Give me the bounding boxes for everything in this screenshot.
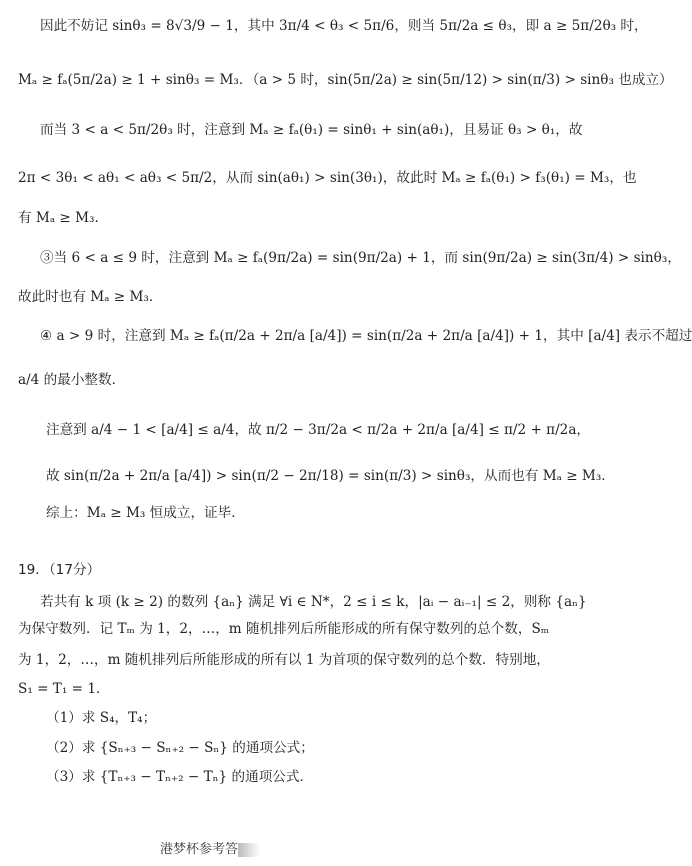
text-line-17: S₁ = T₁ = 1． (18, 681, 110, 697)
text-line-6: ③当 6 < a ≤ 9 时，注意到 Mₐ ≥ fₐ(9π/2a) = sin(9π/2a) + 1，而 sin(9π/2a) ≥ sin(3π/4) > sinθ₃， (40, 250, 681, 266)
sub-question-2: （2）求 {Sₙ₊₃ − Sₙ₊₂ − Sₙ} 的通项公式； (46, 740, 314, 756)
text-line-1: 因此不妨记 sinθ₃ = 8√3/9 − 1，其中 3π/4 < θ₃ < 5π/6，则当 5π/2a ≤ θ₃，即 a ≥ 5π/2θ₃ 时， (40, 18, 648, 34)
sub-question-1: （1）求 S₄，T₄； (46, 710, 157, 726)
footer-label (160, 838, 260, 857)
text-line-2: Mₐ ≥ fₐ(5π/2a) ≥ 1 + sinθ₃ = M₃．（a > 5 时，sin(5π/2a) ≥ sin(5π/12) > sin(π/3) > sinθ₃ 也成立） (18, 72, 673, 88)
text-line-16: 为 1，2，…，m 随机排列后所能形成的所有以 1 为首项的保守数列的总个数．特别地， (18, 652, 550, 668)
question-number: 19．（17分） (18, 562, 101, 578)
text-line-10: 注意到 a/4 − 1 < [a/4] ≤ a/4，故 π/2 − 3π/2a < π/2a + 2π/a [a/4] ≤ π/2 + π/2a， (46, 422, 591, 438)
text-line-12: 综上：Mₐ ≥ M₃ 恒成立，证毕． (46, 505, 245, 521)
text-line-7: 故此时也有 Mₐ ≥ M₃． (18, 289, 163, 305)
text-line-15: 为保守数列．记 Tₘ 为 1，2，…，m 随机排列后所能形成的所有保守数列的总个数，Sₘ (18, 621, 550, 637)
text-line-4: 2π < 3θ₁ < aθ₁ < aθ₃ < 5π/2，从而 sin(aθ₁) > sin(3θ₁)，故此时 Mₐ ≥ fₐ(θ₁) > f₃(θ₁) = M₃，也 (18, 170, 637, 186)
text-line-5: 有 Mₐ ≥ M₃． (18, 210, 109, 226)
footer-text: 港梦杯参考答 (160, 842, 239, 857)
text-line-3: 而当 3 < a < 5π/2θ₃ 时，注意到 Mₐ ≥ fₐ(θ₁) = sinθ₁ + sin(aθ₁)，且易证 θ₃ > θ₁，故 (40, 122, 583, 138)
text-line-14: 若共有 k 项 (k ≥ 2) 的数列 {aₙ} 满足 ∀i ∈ N*，2 ≤ i ≤ k，|aᵢ − aᵢ₋₁| ≤ 2，则称 {aₙ} (40, 594, 587, 610)
footer-fade (238, 843, 260, 857)
sub-question-3: （3）求 {Tₙ₊₃ − Tₙ₊₂ − Tₙ} 的通项公式． (46, 769, 314, 785)
text-line-11: 故 sin(π/2a + 2π/a [a/4]) > sin(π/2 − 2π/18) = sin(π/3) > sinθ₃，从而也有 Mₐ ≥ M₃． (46, 468, 615, 484)
text-line-8: ④ a > 9 时，注意到 Mₐ ≥ fₐ(π/2a + 2π/a [a/4]) = sin(π/2a + 2π/a [a/4]) + 1，其中 [a/4] 表示不超过 (40, 328, 692, 344)
text-line-9: a/4 的最小整数． (18, 372, 126, 388)
